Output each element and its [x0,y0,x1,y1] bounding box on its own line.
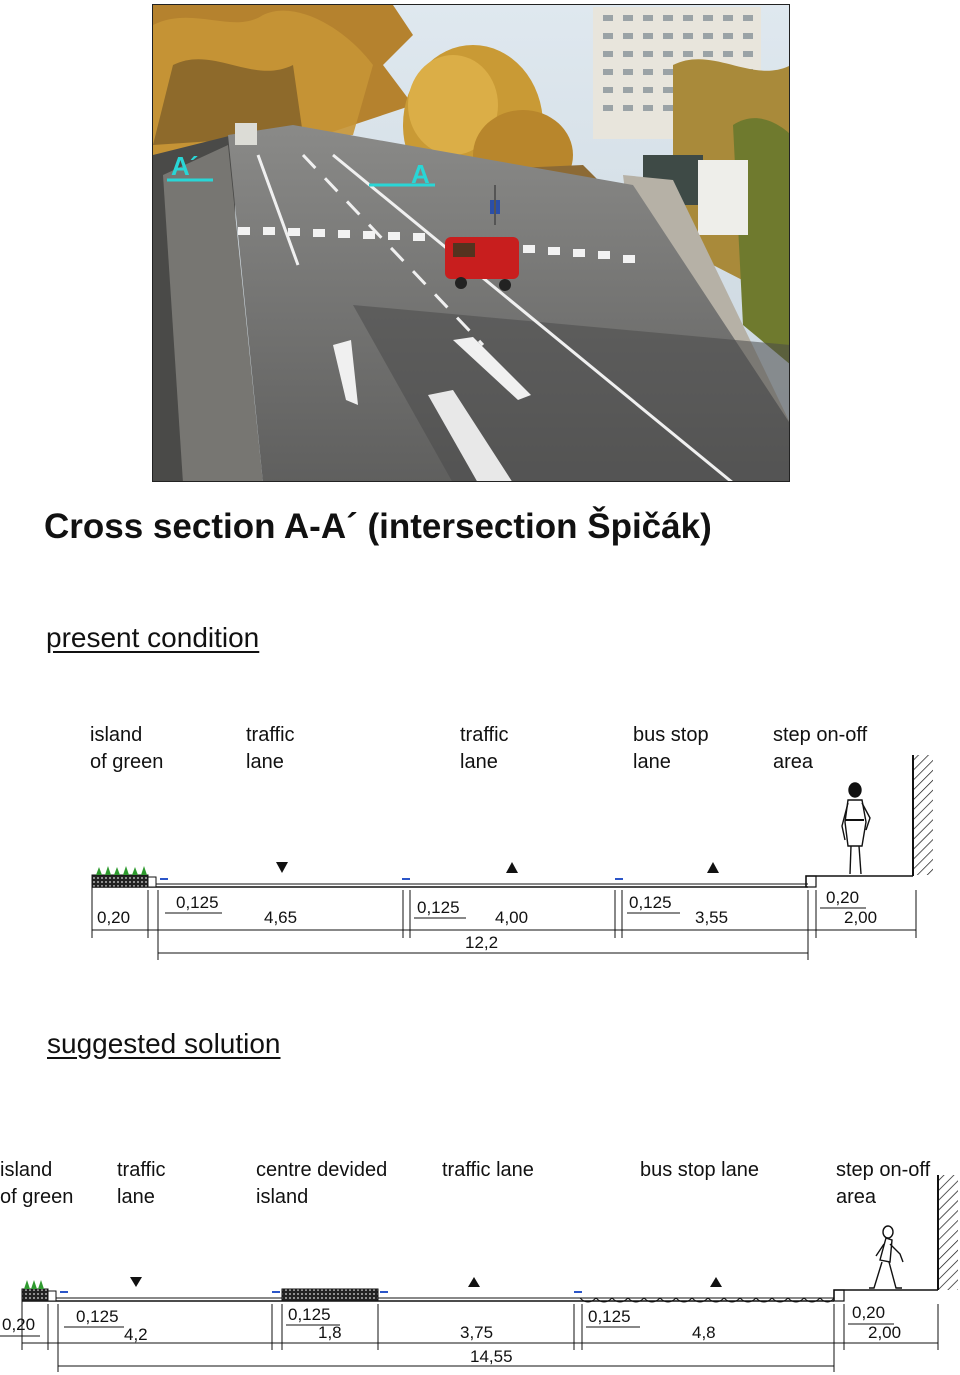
suggested-arrow-down-icon [130,1277,142,1287]
present-label-island: island of green [90,724,164,773]
suggested-dim-lane-2: 3,75 [460,1323,494,1342]
suggested-curb [834,1290,844,1301]
page-title: Cross section A-A´ (intersection Špičák) [44,507,712,546]
present-curb [806,876,816,887]
suggested-sidewalk [834,1290,938,1301]
present-green-island [92,875,148,887]
present-arrow-up-icon [707,862,719,873]
suggested-arrow-up-icon [710,1277,722,1287]
present-dim-gap-2: 0,125 [417,898,460,917]
suggested-dim-island: 0,20 [2,1315,36,1334]
present-dim-gap-1: 0,125 [176,893,219,912]
present-arrow-up-icon [506,862,518,873]
present-label-step-area: step on-off area [773,724,868,773]
present-label-traffic-lane-1: traffic lane [246,724,295,773]
present-pedestrian-icon [842,783,870,874]
suggested-dim-gap-3: 0,125 [588,1307,631,1326]
present-dim-lane-3: 3,55 [695,908,729,927]
section-marker-right: A [411,159,430,189]
suggested-dim-lane-3: 4,8 [692,1323,716,1342]
present-heading: present condition [46,622,260,653]
suggested-label-traffic-lane-2: traffic lane [442,1159,534,1181]
present-dim-total: 12,2 [465,933,499,952]
suggested-green-island [22,1289,48,1301]
suggested-wall [938,1175,958,1290]
suggested-arrow-up-icon [468,1277,480,1287]
suggested-label-step-area: step on-off area [836,1159,931,1208]
present-dim-lane-2: 4,00 [495,908,529,927]
suggested-dim-gap-1: 0,125 [76,1307,119,1326]
suggested-dim-centre: 1,8 [318,1323,342,1342]
suggested-dim-total: 14,55 [470,1347,513,1366]
suggested-section [0,1175,958,1372]
suggested-label-island: island of green [0,1159,74,1208]
suggested-grass-icon [24,1280,44,1289]
suggested-heading: suggested solution [47,1028,281,1059]
present-dim-step: 2,00 [844,908,878,927]
present-sidewalk [806,876,913,887]
suggested-centre-island [282,1289,378,1301]
suggested-dim-gap-2: 0,125 [288,1305,331,1324]
present-dim-curb: 0,20 [826,888,860,907]
suggested-dim-curb: 0,20 [852,1303,886,1322]
present-label-bus-stop-lane: bus stop lane [633,724,709,773]
present-grass-icon [96,866,147,875]
present-arrow-down-icon [276,862,288,873]
present-dim-gap-3: 0,125 [629,893,672,912]
present-wall [913,755,933,875]
present-label-traffic-lane-2: traffic lane [460,724,509,773]
present-dim-lane-1: 4,65 [264,908,298,927]
suggested-pedestrian-icon [869,1226,903,1288]
present-section [92,755,933,960]
present-dim-island: 0,20 [97,908,131,927]
suggested-dim-step: 2,00 [868,1323,902,1342]
section-marker-left: A´ [171,151,199,181]
suggested-label-centre-island: centre devided island [256,1159,388,1208]
suggested-dim-lane-1: 4,2 [124,1325,148,1344]
suggested-label-traffic-lane-1: traffic lane [117,1159,166,1208]
suggested-label-bus-stop-lane: bus stop lane [640,1159,759,1181]
